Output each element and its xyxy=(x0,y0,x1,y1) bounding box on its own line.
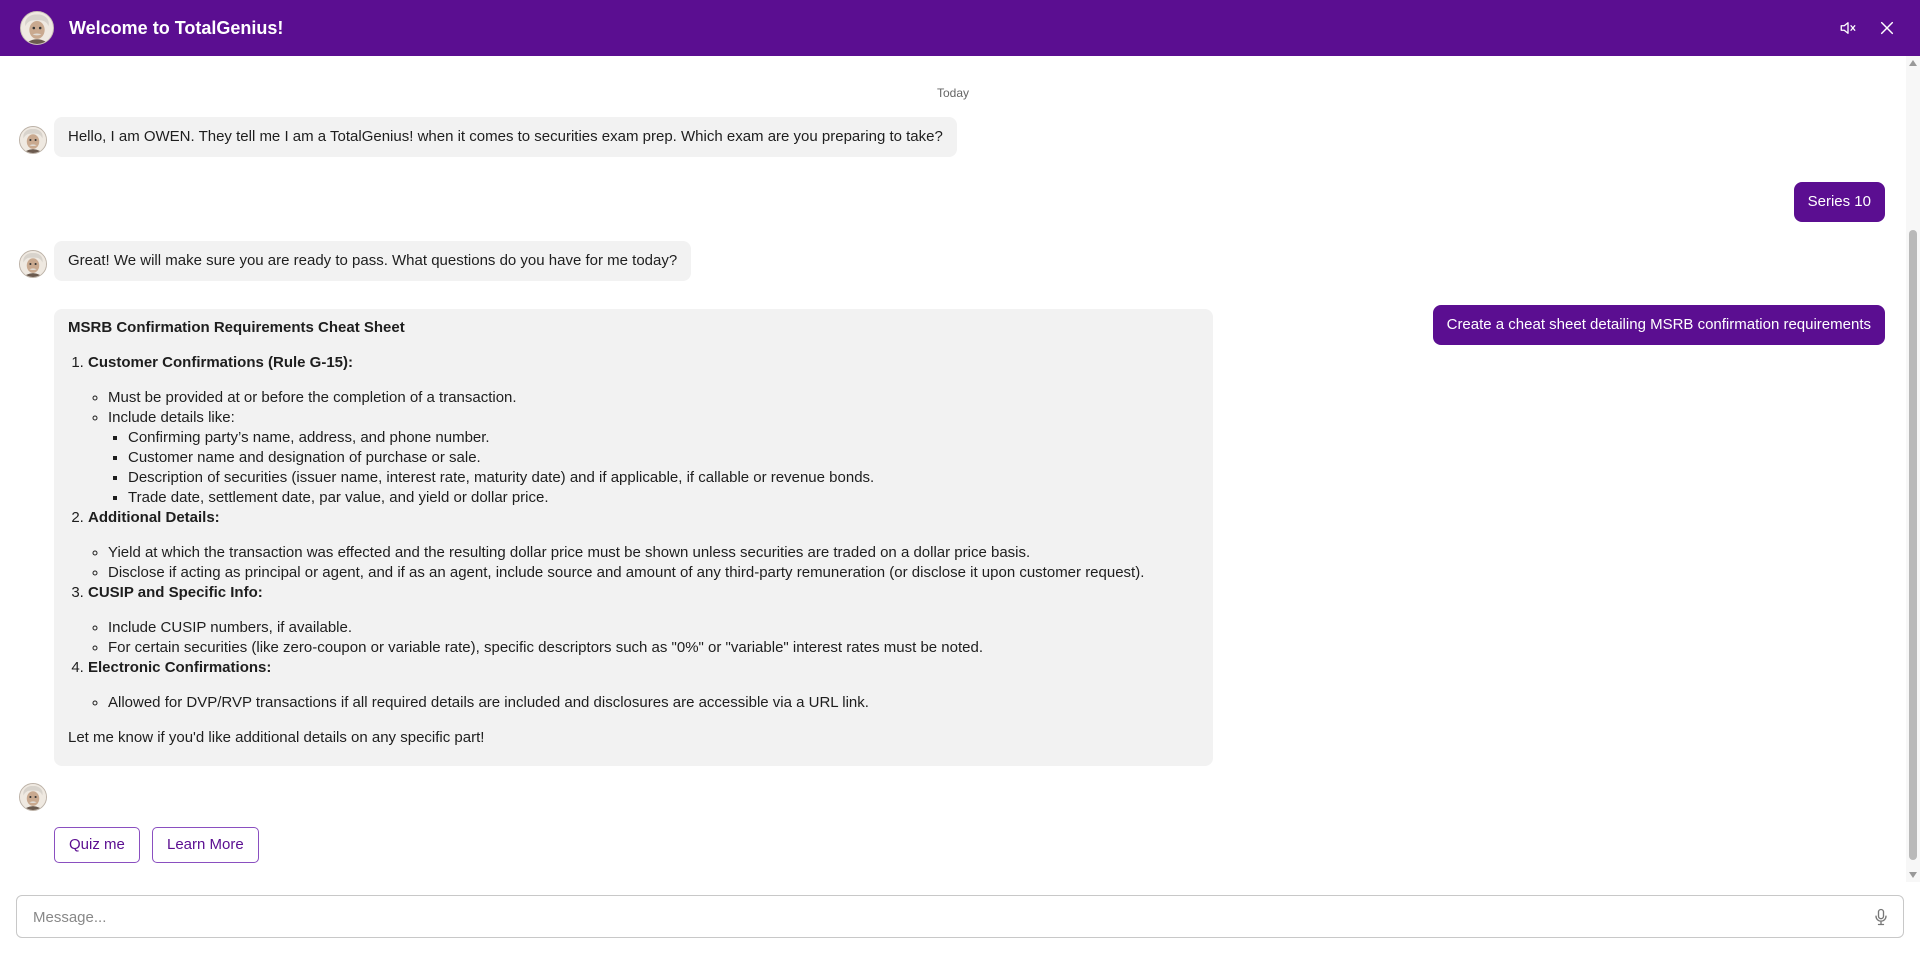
header-title: Welcome to TotalGenius! xyxy=(69,17,284,38)
cheat-sheet-message xyxy=(54,309,1213,766)
sub-bullet-item: ▪ Confirming party’s name, address, and phone number. xyxy=(128,428,1199,448)
section-heading: 4. Electronic Confirmations: xyxy=(88,659,272,676)
owen-avatar xyxy=(20,11,54,45)
sub-bullet-item: ▪ Trade date, settlement date, par value, and yield or dollar price. xyxy=(128,488,1199,508)
bullet-list xyxy=(88,618,1199,658)
bullet-item: ◦ Allowed for DVP/RVP transactions if all required details are included and disclosures are accessible via a URL link. xyxy=(108,693,1199,713)
owen-face-icon xyxy=(21,12,53,44)
scroll-up-arrow-icon[interactable] xyxy=(1909,60,1917,66)
sub-bullet-item: ▪ Customer name and designation of purchase or sale. xyxy=(128,448,1199,468)
bot-avatar xyxy=(19,250,47,278)
quiz-me-button[interactable]: Quiz me xyxy=(54,827,140,863)
bullet-item: ◦ Disclose if acting as principal or agent, and if as an agent, include source and amount of any third-party remuneration (or disclose it upon customer request). xyxy=(108,563,1199,583)
bot-avatar xyxy=(19,126,47,154)
mute-button[interactable] xyxy=(1832,12,1864,44)
bullet-item: ◦ Must be provided at or before the completion of a transaction. xyxy=(108,388,1199,408)
section-item xyxy=(88,508,1199,583)
section-item xyxy=(88,353,1199,508)
bullet-item: ◦ Yield at which the transaction was effected and the resulting dollar price must be shown unless securities are traded on a dollar price basis. xyxy=(108,543,1199,563)
owen-face-icon xyxy=(20,251,46,277)
cheat-sheet-title: MSRB Confirmation Requirements Cheat Sheet xyxy=(68,319,405,336)
speaker-mute-icon xyxy=(1839,19,1857,37)
section-item xyxy=(88,583,1199,658)
message-input[interactable] xyxy=(31,896,1835,939)
bot-message: Hello, I am OWEN. They tell me I am a TotalGenius! when it comes to securities exam prep. Which exam are you preparing to take? xyxy=(54,117,957,157)
section-item xyxy=(88,658,1199,713)
user-message: Create a cheat sheet detailing MSRB confirmation requirements xyxy=(1433,305,1885,345)
scrollbar-thumb[interactable] xyxy=(1909,230,1917,860)
scroll-down-arrow-icon[interactable] xyxy=(1909,872,1917,878)
close-chat-button[interactable] xyxy=(1871,12,1903,44)
user-message: Series 10 xyxy=(1794,182,1885,222)
closing-line: Let me know if you'd like additional details on any specific part! xyxy=(68,729,485,746)
bullet-list xyxy=(88,693,1199,713)
message-composer xyxy=(16,895,1904,938)
sub-bullet-item: ▪ Description of securities (issuer name, interest rate, maturity date) and if applicable, if callable or revenue bonds. xyxy=(128,468,1199,488)
bullet-list xyxy=(88,388,1199,508)
sub-bullet-list xyxy=(108,428,1199,508)
section-heading: 3. CUSIP and Specific Info: xyxy=(88,584,263,601)
bullet-item xyxy=(108,408,1199,508)
section-heading: 1. Customer Confirmations (Rule G-15): xyxy=(88,354,354,371)
owen-face-icon xyxy=(20,127,46,153)
bullet-list xyxy=(88,543,1199,583)
date-divider: Today xyxy=(936,86,970,100)
bullet-text: Include details like: xyxy=(108,409,235,426)
chat-header xyxy=(0,0,1920,56)
bot-message: Great! We will make sure you are ready to pass. What questions do you have for me today? xyxy=(54,241,691,281)
bot-avatar xyxy=(19,783,47,811)
section-heading: 2. Additional Details: xyxy=(88,509,220,526)
microphone-icon[interactable] xyxy=(1871,907,1891,927)
bullet-item: ◦ Include CUSIP numbers, if available. xyxy=(108,618,1199,638)
cheat-sheet-sections xyxy=(68,353,1199,713)
learn-more-button[interactable]: Learn More xyxy=(152,827,259,863)
bullet-item: ◦ For certain securities (like zero-coupon or variable rate), specific descriptors such as "0%" or "variable" interest rates must be noted. xyxy=(108,638,1199,658)
owen-face-icon xyxy=(20,784,46,810)
close-icon xyxy=(1879,20,1895,36)
chat-scrollbar[interactable] xyxy=(1906,56,1920,882)
